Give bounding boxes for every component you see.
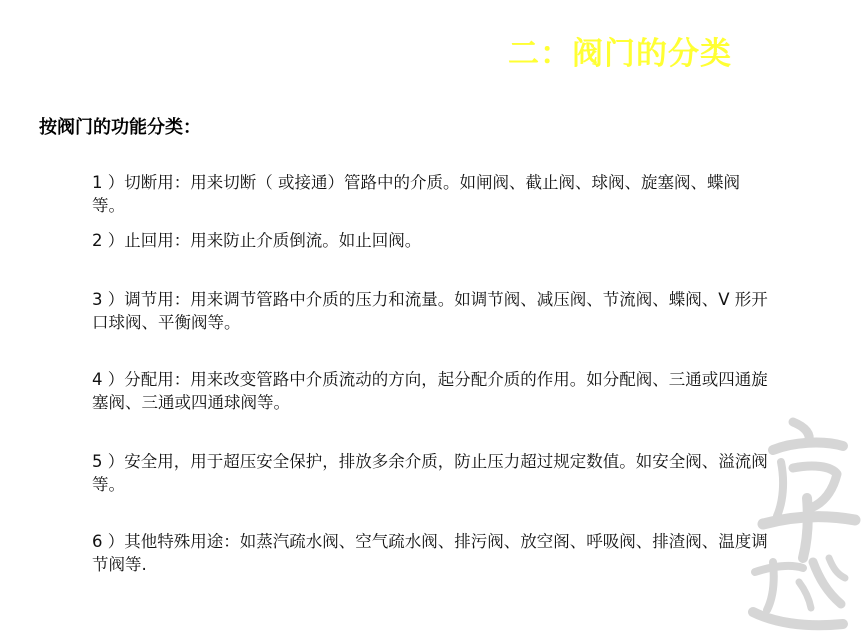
list-item: 3 ）调节用：用来调节管路中介质的压力和流量。如调节阀、减压阀、节流阀、蝶阀、V 形开口球阀、平衡阀等。 bbox=[92, 290, 768, 332]
list-item: 6 ）其他特殊用途：如蒸汽疏水阀、空气疏水阀、排污阀、放空阁、呼吸阀、排渣阀、温度调节阀等. bbox=[92, 532, 768, 574]
list-item: 2 ）止回用：用来防止介质倒流。如止回阀。 bbox=[92, 231, 422, 250]
slide-title: 二：阀门的分类 bbox=[508, 36, 732, 72]
list-item: 4 ）分配用：用来改变管路中介质流动的方向，起分配介质的作用。如分配阀、三通或四通旋塞阀、三通或四通球阀等。 bbox=[92, 370, 768, 412]
list-item: 1 ）切断用：用来切断（ 或接通）管路中的介质。如闸阀、截止阀、球阀、旋塞阀、蝶阀等。 bbox=[92, 173, 740, 215]
calligraphy-watermark-icon bbox=[733, 412, 863, 642]
section-heading: 按阀门的功能分类： bbox=[39, 117, 201, 138]
list-item: 5 ）安全用，用于超压安全保护，排放多余介质，防止压力超过规定数值。如安全阀、溢流阀等。 bbox=[92, 452, 768, 494]
